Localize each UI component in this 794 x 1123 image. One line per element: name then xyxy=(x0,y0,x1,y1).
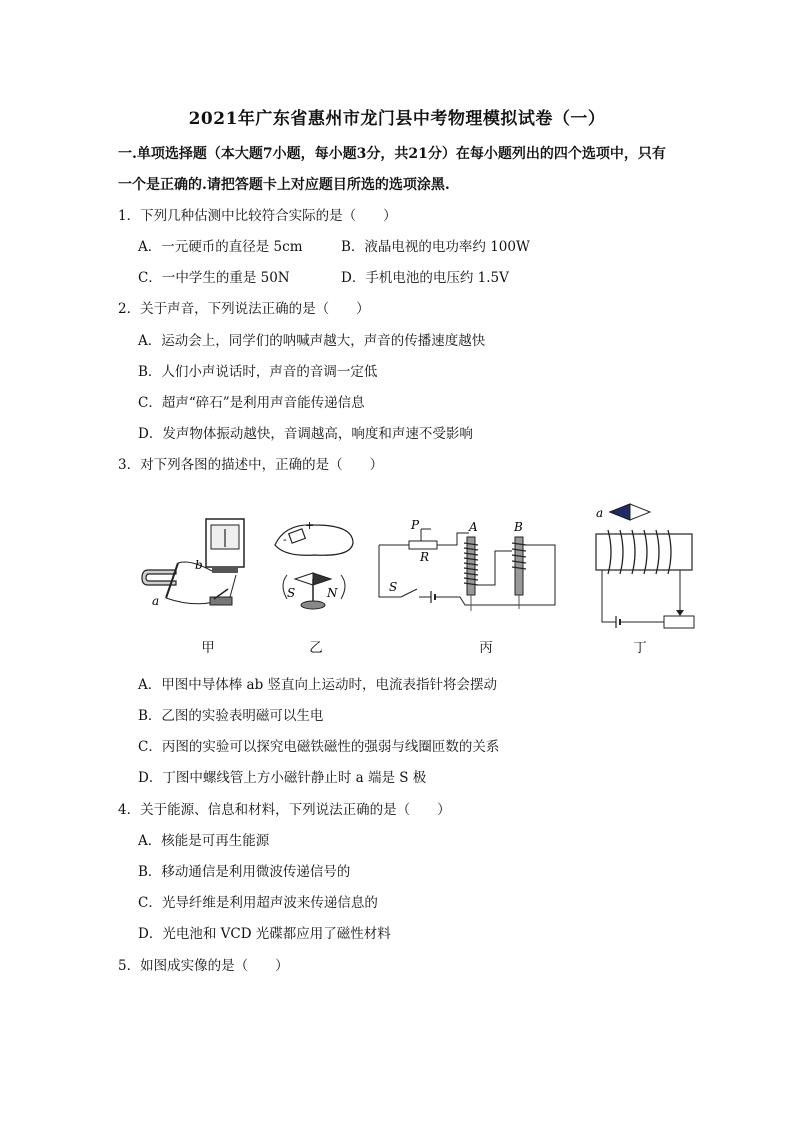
label-r: R xyxy=(420,550,430,564)
question-2-option-b: B．人们小声说话时，声音的音调一定低 xyxy=(138,364,378,380)
question-4-stem: 4．关于能源、信息和材料，下列说法正确的是（ ） xyxy=(118,802,451,818)
battery xyxy=(289,529,306,543)
label-a-magnet: a xyxy=(596,506,604,520)
section-heading-line2: 一个是正确的.请把答题卡上对应题目所选的选项涂黑. xyxy=(118,177,450,193)
label-n: N xyxy=(327,586,338,600)
label-a: a xyxy=(152,594,160,608)
label-b-electromagnet: B xyxy=(514,520,523,534)
question-1-option-b: B．液晶电视的电功率约 100W xyxy=(341,239,530,255)
label-b: b xyxy=(195,558,203,572)
question-3-option-b: B．乙图的实验表明磁可以生电 xyxy=(138,708,324,724)
question-4-option-d: D．光电池和 VCD 光碟都应用了磁性材料 xyxy=(138,926,391,942)
circuit-right-wire xyxy=(519,545,555,605)
question-1-option-c: C．一中学生的重是 50N xyxy=(138,270,290,286)
label-p: P xyxy=(411,518,420,532)
label-a-electromagnet: A xyxy=(469,520,478,534)
figure-bing xyxy=(375,515,560,615)
label-s-switch: S xyxy=(389,580,398,594)
question-3-option-c: C．丙图的实验可以探究电磁铁磁性的强弱与线圈匝数的关系 xyxy=(138,739,500,755)
rotation-arrow-right xyxy=(341,575,345,599)
galvanometer-base xyxy=(212,567,238,573)
figure-jia xyxy=(140,515,270,615)
label-s: S xyxy=(287,586,296,600)
figure-ding xyxy=(590,500,700,630)
figure-label-bing: 丙 xyxy=(479,640,493,656)
question-3-option-a: A．甲图中导体棒 ab 竖直向上运动时，电流表指针将会摆动 xyxy=(138,677,498,693)
coil-a xyxy=(464,543,478,585)
figure-label-yi: 乙 xyxy=(309,640,323,656)
slider-arrow-ding xyxy=(676,610,684,616)
circuit-left-wire-ding xyxy=(602,570,616,622)
figure-label-jia: 甲 xyxy=(201,640,215,656)
rheostat-r xyxy=(409,541,437,549)
switch-s xyxy=(401,589,417,597)
electromagnet-b-core xyxy=(515,537,523,595)
compass-needle-n xyxy=(313,573,331,585)
question-3-stem: 3．对下列各图的描述中，正确的是（ ） xyxy=(118,457,384,473)
electromagnet-a-core xyxy=(467,537,475,595)
question-4-option-b: B．移动通信是利用微波传递信号的 xyxy=(138,864,351,880)
figure-label-ding: 丁 xyxy=(633,640,647,656)
question-2-stem: 2．关于声音，下列说法正确的是（ ） xyxy=(118,301,370,317)
label-minus: - xyxy=(283,533,287,546)
question-4-option-a: A．核能是可再生能源 xyxy=(138,833,270,849)
coil-connector xyxy=(478,551,512,585)
question-2-option-d: D．发声物体振动越快，音调越高，响度和声速不受影响 xyxy=(138,426,473,442)
switch-base xyxy=(210,597,232,605)
compass-needle-s xyxy=(295,573,313,585)
section-heading xyxy=(118,139,688,201)
question-1-option-d: D．手机电池的电压约 1.5V xyxy=(341,270,509,286)
question-3-option-d: D．丁图中螺线管上方小磁针静止时 a 端是 S 极 xyxy=(138,770,427,786)
page-title: 2021年广东省惠州市龙门县中考物理模拟试卷（一） xyxy=(188,109,606,129)
compass-base xyxy=(301,601,325,609)
question-4-option-c: C．光导纤维是利用超声波来传递信息的 xyxy=(138,895,378,911)
question-1-option-a: A．一元硬币的直径是 5cm xyxy=(138,239,303,255)
small-magnet-dark xyxy=(610,504,630,520)
rheostat-ding xyxy=(664,616,694,628)
circuit-bottom-wire xyxy=(435,597,519,605)
question-5-stem: 5．如图成实像的是（ ） xyxy=(118,958,289,974)
figure-yi xyxy=(265,515,365,615)
label-plus: + xyxy=(305,519,315,532)
question-1-stem: 1．下列几种估测中比较符合实际的是（ ） xyxy=(118,208,397,224)
question-2-option-c: C．超声“碎石”是利用声音能传递信息 xyxy=(138,395,365,411)
question-2-option-a: A．运动会上，同学们的呐喊声越大，声音的传播速度越快 xyxy=(138,333,486,349)
section-heading-line1: 一.单项选择题（本大题7小题，每小题3分，共21分）在每小题列出的四个选项中，只有 xyxy=(118,146,666,162)
